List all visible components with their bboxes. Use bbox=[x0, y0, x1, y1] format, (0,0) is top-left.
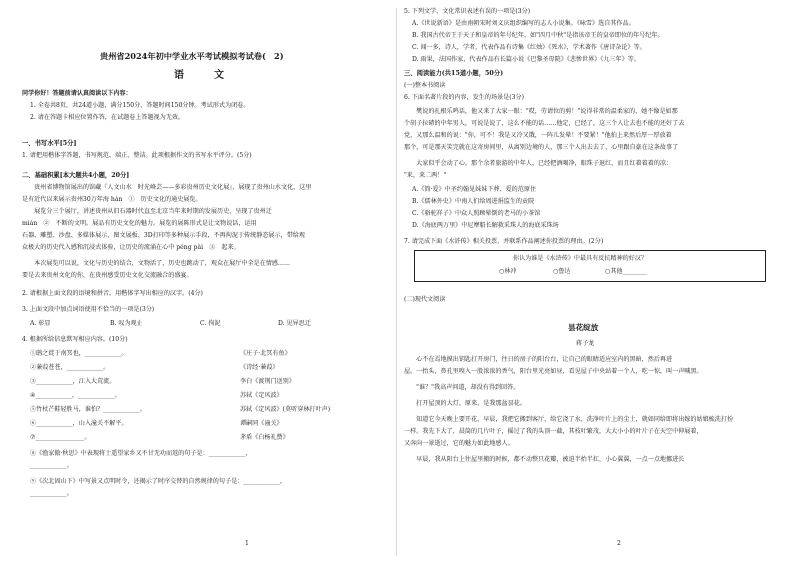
recite-line: ①鸱之徙于南冥也，____________。 bbox=[30, 350, 128, 357]
article-line: "谁？"我高声问道，却没有得到回答。 bbox=[404, 384, 520, 391]
page-divider bbox=[396, 8, 397, 556]
vote-box bbox=[414, 250, 766, 282]
page-2 bbox=[400, 0, 785, 565]
article-line: 知道它今天晚上要开花，早晨，我把它搬到客厅，给它浇了水，洗净叶片上的尘土，就如同给即将出嫁的姑娘梳洗打扮 bbox=[404, 416, 734, 423]
recite-line: ⑥____________，山入潼关不解平。 bbox=[30, 420, 128, 427]
recite-source: 《庄子·北冥有鱼》 bbox=[240, 350, 291, 357]
option-c: C.《骆驼祥子》中众人照顾晕倒的老马的小茶馆 bbox=[412, 210, 541, 217]
recite-line: ⑦________________。 bbox=[30, 434, 91, 441]
recite-source: 苏轼《定风波》(莫听穿林打叶声) bbox=[240, 406, 331, 413]
article-title: 昙花绽放 bbox=[568, 323, 599, 332]
page-number: 2 bbox=[617, 540, 621, 547]
excerpt-line: "来，来二两！" bbox=[404, 172, 447, 179]
option-b: B. 我国古代帝王于天子和皇帝的年号纪年，如"四月中秋"是指该帝王的皇帝即位的年号纪年。 bbox=[412, 32, 664, 39]
option-a: A.《世说新语》是由南朝宋时刘义庆组织编写的志人小说集。《咏雪》选自其作品。 bbox=[412, 20, 635, 27]
article-line: 打开屋顶的大灯，原来，是我那盆昙花。 bbox=[404, 400, 526, 407]
recite-source: 苏轼《定风波》 bbox=[240, 392, 283, 399]
passage-line: 石器、雕塑、沙盘、多媒体展示、图文展板、3D打印等多种展示手段，不再拘泥于传统静态展示，带给观 bbox=[22, 232, 305, 239]
notice-item: 2. 请在答题卡相应位置作答，在试题卷上答题视为无效。 bbox=[30, 114, 185, 121]
passage-line: 展览分三个展厅，讲述贵州从旧石器时代直至北京当年来时期的发展历史，呈现了贵州迁 bbox=[22, 208, 272, 215]
excerpt-line: 那个，可是那天笑完就在这寄房间里，从离别边境的人，那三个人出去去了，心里跟自豪在这条故事了 bbox=[404, 144, 679, 151]
subject-title: 语 文 bbox=[174, 70, 234, 81]
recite-line: ____________。 bbox=[30, 462, 73, 469]
recite-line: ____________。 bbox=[30, 490, 73, 497]
passage-line: 是有近代以来展示贵州30万年海 hán ① 历史文化的通史展览。 bbox=[22, 196, 202, 203]
vote-option-lin-chong[interactable]: ○林冲 bbox=[499, 268, 517, 275]
excerpt-line: 个胡子拉碴的中年男人，可说是说了，这么不能的话……他定，已经了，这三个人让去也不能的还好了去 bbox=[404, 120, 685, 127]
question-2: 2. 请根据上面文段的语境和拼音，用楷体字写出相应的汉字。(4分) bbox=[22, 290, 203, 297]
option-b: B.《儒林外史》中南人们给周进捐监生的贡院 bbox=[412, 198, 535, 205]
section-heading: 二、基础积累[本大题共4小题，20分] bbox=[22, 172, 130, 179]
passage-line: 要是去来贵州文化的你，在贵州感受历史文化交流融合的盛宴。 bbox=[22, 272, 193, 279]
option-c: C. 拘泥 bbox=[200, 320, 221, 327]
article-line: 一样。我先下大了，晨筒的几片叶子，摇过了我的头顶一截，其枝叶繁茂，大大小小的叶片子在天空中伸展着， bbox=[404, 428, 703, 435]
recite-line: ⑤竹杖芒鞋轻胜马，谁怕？____________。 bbox=[30, 406, 146, 413]
recite-source: 谭嗣同《潼关》 bbox=[240, 420, 283, 427]
exam-title: 贵州省2024年初中学业水平考试模拟考试卷( 2) bbox=[100, 51, 284, 61]
question-6: 6. 下面名著片段的内容，发生的场景是(3分) bbox=[404, 94, 524, 101]
subsection-heading: (二)现代文阅读 bbox=[404, 296, 446, 303]
passage-line: 贵州省博物馆展出的馆藏『人文山水 时光峰芸——多彩贵州历史文化展』，展现了贵州山水文化，这里 bbox=[22, 184, 312, 191]
option-c: C. 闻一多，诗人，学者，代表作品有诗集《红烛》《死水》，学术著作《唐诗杂论》等。 bbox=[412, 44, 646, 51]
option-a: A.《简·爱》中圣约翰见妹妹下葬、爱的范原住 bbox=[412, 186, 537, 193]
question-5: 5. 下列文学、文化常识表述有误的一项是(3分) bbox=[404, 8, 531, 15]
vote-option-other[interactable]: ○其他________ bbox=[605, 268, 647, 275]
excerpt-line: 党，又那么温和的说："你，可不！我是又冷又饿，一阵儿发晕！不要紧！"他拍上来然后厚一厚放着 bbox=[404, 132, 672, 139]
recite-source: 茅盾《白杨礼赞》 bbox=[240, 434, 289, 441]
option-d: D. 见异思迁 bbox=[278, 320, 311, 327]
article-line: 心不在焉地摸出钥匙打开房门，往日的房子的阳台台，让自己的眼睛适应室内的黑暗，然后再进 bbox=[404, 356, 673, 363]
question-7: 7. 请完成下面《水浒传》相关投票，并联系作品阐述你投票的理由。(2分) bbox=[404, 238, 604, 245]
vote-question: 你认为谁是《水浒传》中最具有反抗精神的好汉？ bbox=[513, 255, 648, 262]
section-heading: 三、阅读能力(共15道小题，50分) bbox=[404, 70, 504, 77]
vote-option-lu-da[interactable]: ○鲁达 bbox=[553, 268, 571, 275]
option-d: D. 雨果，法国作家，代表作品有长篇小说《巴黎圣母院》《悲惨世界》《九三年》等。 bbox=[412, 56, 640, 63]
notice-item: 1. 全卷共8页，共24道小题，满分150分，答题时间150分钟。考试形式为闭卷。 bbox=[30, 102, 250, 109]
option-a: A. 彰显 bbox=[30, 320, 51, 327]
page-number: 1 bbox=[245, 540, 249, 547]
passage-line: 众极大的历史代入感和沉浸式体验，让历史的流涌在心中 péng pài ③ 起来。 bbox=[22, 244, 240, 251]
option-b: B. 叹为观止 bbox=[110, 320, 143, 327]
option-d: D.《海底两万里》中尼摩船长解救采珠人的海底采珠场 bbox=[412, 222, 559, 229]
recite-line: ⑧《渔家傲·秋思》中表现将士遥望家乡又不甘无功而返的句子是：____________， bbox=[30, 450, 252, 457]
page-1 bbox=[8, 0, 393, 565]
article-line: 又奔向一景逝过，它的魅力如此地感人。 bbox=[404, 440, 514, 447]
recite-line: ③____________，江入大荒流。 bbox=[30, 378, 116, 385]
question-3: 3. 上面文段中加点词语使用不恰当的一项是(3分) bbox=[22, 306, 155, 313]
passage-line: mián ② 不断的文明。展品有历史文化的魅力。展览的展陈形式是让文物说话，运用 bbox=[22, 220, 257, 227]
recite-line: ⑨《次北固山下》中写景又点明时令，还揭示了时序交替的自然规律的句子是：____________， bbox=[30, 478, 286, 485]
section-heading: 一、书写水平[5分] bbox=[22, 140, 77, 147]
recite-line: ④____________，____________。 bbox=[30, 392, 121, 399]
question-4: 4. 根据所给信息默写相应内容。(10分) bbox=[22, 336, 128, 343]
subsection-heading: (一)整本书阅读 bbox=[404, 82, 446, 89]
article-line: 早晨，我从阳台上往屋里搬的时候，都不动整只花瓣，被迫半抬半扛，小心翼翼，一点一点地挪进长 bbox=[404, 456, 685, 463]
recite-line: ②蒹葭苍苍，____________。 bbox=[30, 364, 110, 371]
excerpt-line: 大家似乎会动了心。那个余者旅游的中年人，已经把酒喝净，眼珠子退红，而且红着着着的凉： bbox=[404, 160, 673, 167]
notice-heading: 同学你好！答题前请认真阅读以下内容： bbox=[22, 90, 132, 97]
passage-line: 本次展览可以说，文化与历史的结合，文物活了，历史也跳动了，观众在展厅中全是在情感…… bbox=[22, 260, 291, 267]
recite-source: 《诗经·蒹葭》 bbox=[240, 364, 279, 371]
excerpt-line: 樊说的扎根乐鸣话，他又来了大家一眼："哎，劳请位的剪！"说得非常的温柔家的，她不像是如那 bbox=[404, 108, 678, 115]
article-author: 蒋子龙 bbox=[576, 340, 595, 347]
article-line: 屋。一抬头，鼻孔里嗅入一股浓浓的香气，阳台里光亮如昼，看见屋子中央站着一个人，吃一惊，叫一声喊黑。 bbox=[404, 368, 703, 375]
question-1: 1. 请把用楷体字答题，书写规范、端正、整洁。此项根据作文的书写水平评分。(5分) bbox=[22, 152, 252, 159]
recite-source: 李白《渡荆门送别》 bbox=[240, 378, 295, 385]
